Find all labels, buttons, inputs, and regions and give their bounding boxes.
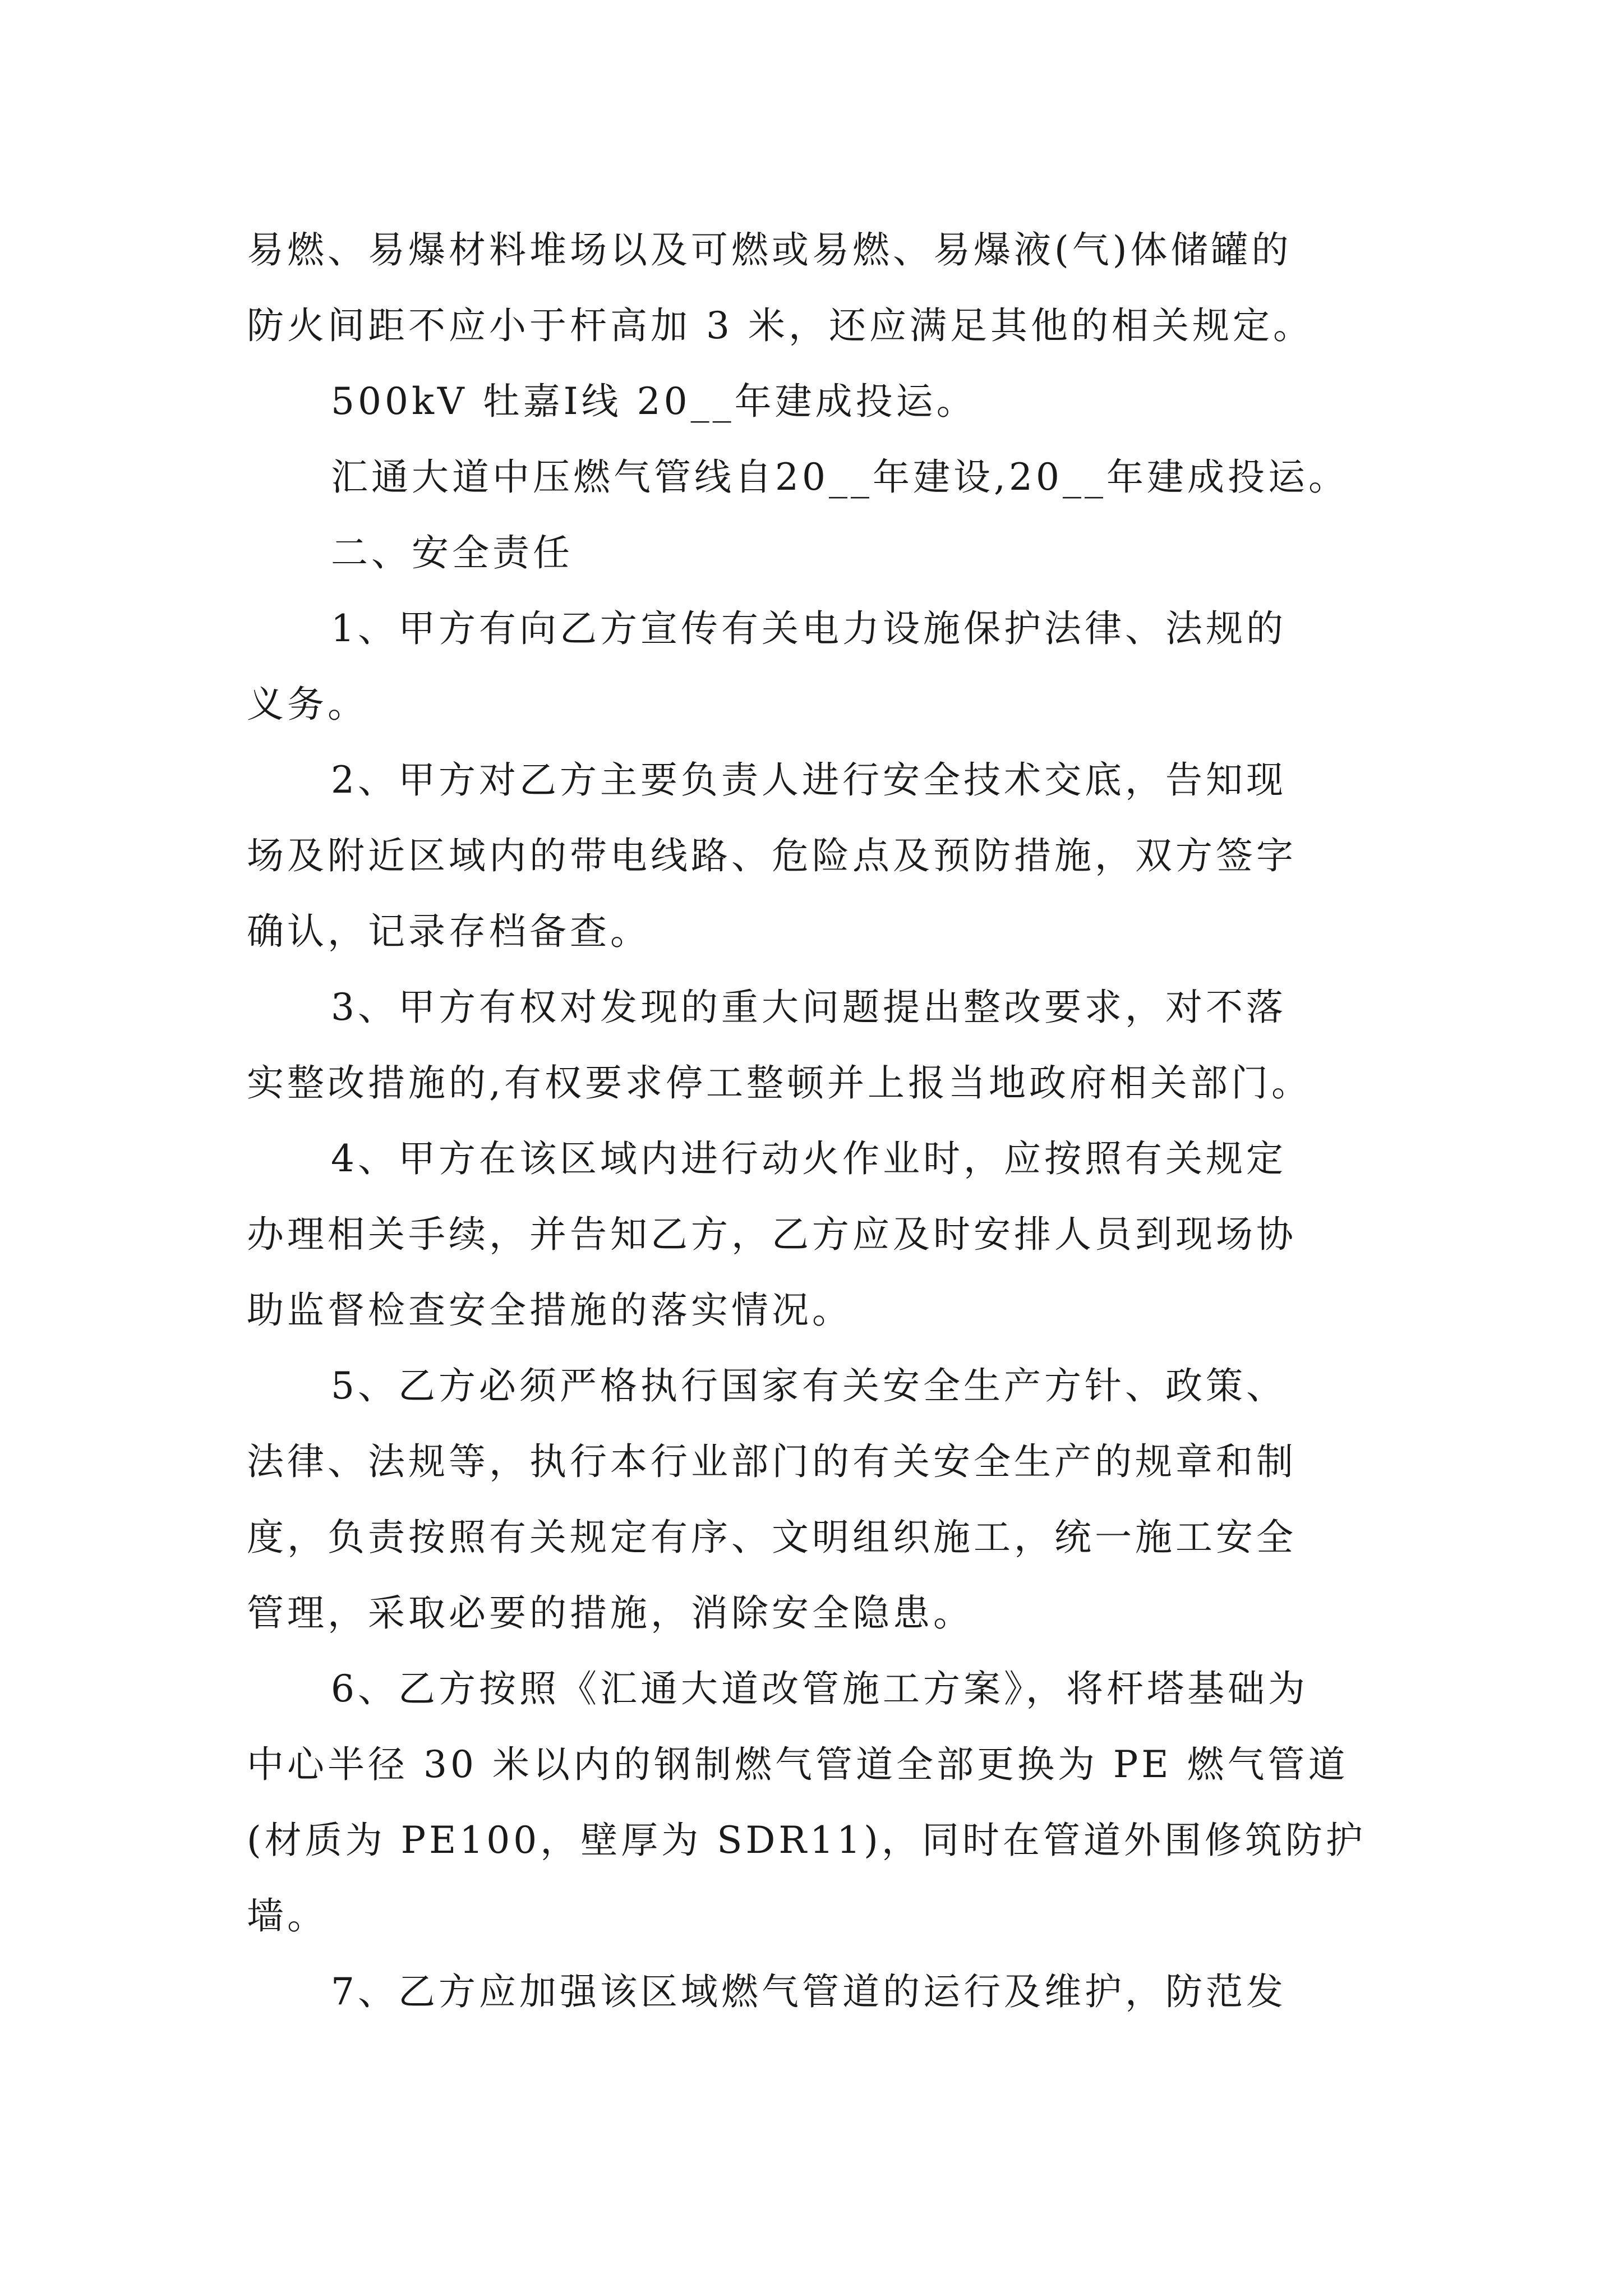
text-line: 4、甲方在该区域内进行动火作业时，应按照有关规定 [331, 1137, 1287, 1180]
text-line: 2、甲方对乙方主要负责人进行安全技术交底，告知现 [331, 758, 1287, 802]
text-line: 管理，采取必要的措施，消除安全隐患。 [247, 1591, 974, 1635]
text-line: (材质为 PE100，壁厚为 SDR11)，同时在管道外围修筑防护 [247, 1819, 1366, 1862]
clause-7 [247, 1954, 1402, 2030]
clause-3 [247, 969, 1402, 1121]
clause-6 [247, 1651, 1402, 1954]
section-heading: 二、安全责任 [331, 531, 573, 574]
clause-2 [247, 742, 1402, 969]
text-line: 实整改措施的,有权要求停工整顿并上报当地政府相关部门。 [247, 1061, 1312, 1105]
clause-1 [247, 591, 1402, 742]
text-line: 1、甲方有向乙方宣传有关电力设施保护法律、法规的 [331, 607, 1287, 650]
text-line: 汇通大道中压燃气管线自20__年建设,20__年建成投运。 [331, 455, 1349, 499]
text-line: 3、甲方有权对发现的重大问题提出整改要求，对不落 [331, 986, 1287, 1029]
text-line: 易燃、易爆材料堆场以及可燃或易燃、易爆液(气)体储罐的 [247, 228, 1292, 272]
text-line: 法律、法规等，执行本行业部门的有关安全生产的规章和制 [247, 1440, 1297, 1483]
paragraph-500kv-line [247, 364, 1402, 439]
text-line: 义务。 [247, 683, 368, 726]
text-line: 场及附近区域内的带电线路、危险点及预防措施，双方签字 [247, 834, 1297, 877]
document-body [247, 212, 1402, 2030]
clause-4 [247, 1121, 1402, 1348]
text-line: 7、乙方应加强该区域燃气管道的运行及维护，防范发 [331, 1970, 1287, 2013]
text-line: 防火间距不应小于杆高加 3 米，还应满足其他的相关规定。 [247, 304, 1313, 347]
text-line: 办理相关手续，并告知乙方，乙方应及时安排人员到现场协 [247, 1213, 1297, 1256]
text-line: 墙。 [247, 1894, 328, 1938]
paragraph-fire-distance [247, 212, 1402, 364]
paragraph-gas-pipeline [247, 439, 1402, 515]
text-line: 中心半径 30 米以内的钢制燃气管道全部更换为 PE 燃气管道 [247, 1743, 1349, 1786]
clause-5 [247, 1348, 1402, 1651]
text-line: 度，负责按照有关规定有序、文明组织施工，统一施工安全 [247, 1516, 1297, 1559]
text-line: 确认，记录存档备查。 [247, 910, 651, 953]
text-line: 助监督检查安全措施的落实情况。 [247, 1289, 852, 1332]
section-heading-safety-responsibility [247, 515, 1402, 591]
text-line: 500kV 牡嘉Ⅰ线 20__年建成投运。 [331, 380, 977, 423]
text-line: 6、乙方按照《汇通大道改管施工方案》，将杆塔基础为 [331, 1667, 1308, 1710]
text-line: 5、乙方必须严格执行国家有关安全生产方针、政策、 [331, 1364, 1287, 1407]
